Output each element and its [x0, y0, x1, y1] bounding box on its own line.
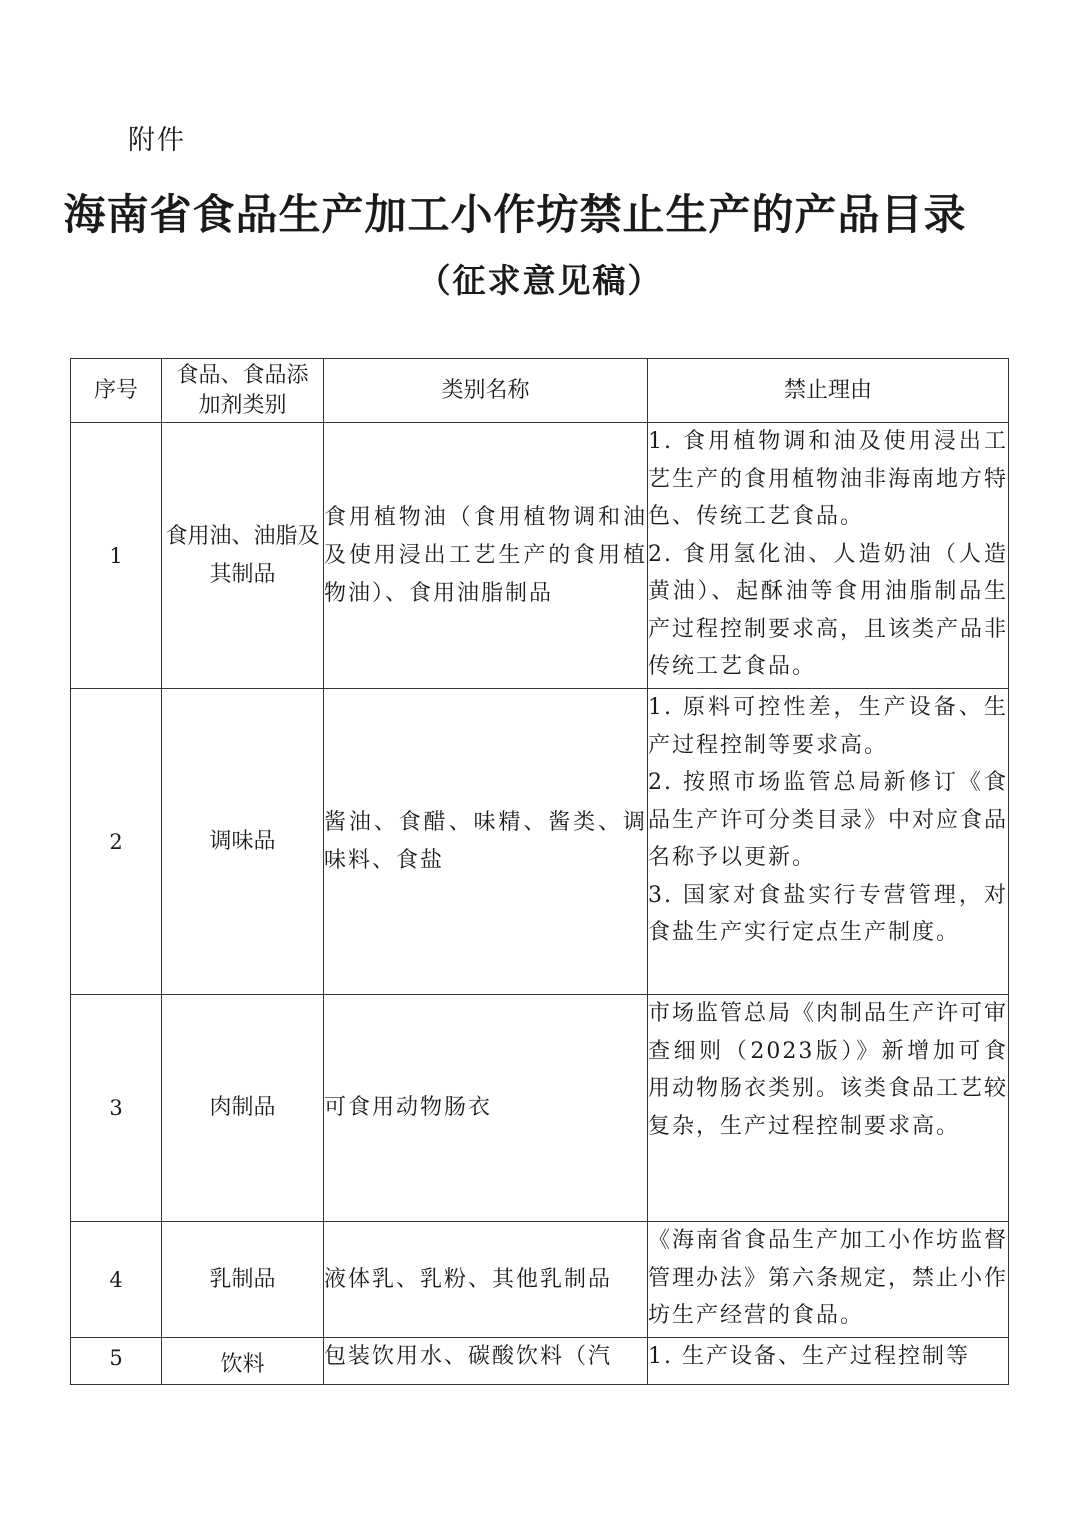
reason-item: 市场监管总局《肉制品生产许可审查细则（2023版）》新增加可食用动物肠衣类别。该类食品工艺较复杂，生产过程控制要求高。: [648, 1001, 1009, 1139]
document-title: 海南省食品生产加工小作坊禁止生产的产品目录: [63, 190, 967, 239]
reason-item: 1. 原料可控性差，生产设备、生产过程控制等要求高。: [648, 695, 1008, 758]
reason-item: 2. 食用氢化油、人造奶油（人造黄油）、起酥油等食用油脂制品生产过程控制要求高，且该类产品非传统工艺食品。: [648, 541, 1009, 679]
row-category: 肉制品: [162, 995, 324, 1222]
row-name: 可食用动物肠衣: [324, 995, 648, 1222]
reason-item: 《海南省食品生产加工小作坊监督管理办法》第六条规定，禁止小作坊生产经营的食品。: [648, 1228, 1009, 1328]
table-row: [71, 1338, 1009, 1385]
row-reason: [648, 689, 1009, 995]
table-row: [71, 423, 1009, 689]
row-no: 1: [71, 423, 162, 689]
row-name: 液体乳、乳粉、其他乳制品: [324, 1222, 648, 1338]
row-no: 3: [71, 995, 162, 1222]
row-name: 食用植物油（食用植物调和油及使用浸出工艺生产的食用植物油）、食用油脂制品: [324, 423, 648, 689]
row-category: 食用油、油脂及其制品: [162, 423, 324, 689]
reason-item: 3. 国家对食盐实行专营管理，对食盐生产实行定点生产制度。: [648, 882, 1008, 945]
row-category: 乳制品: [162, 1222, 324, 1338]
reason-item: 1. 生产设备、生产过程控制等: [648, 1344, 970, 1369]
attachment-label: 附件: [128, 125, 186, 156]
row-no: 5: [71, 1338, 162, 1385]
header-reason: 禁止理由: [648, 359, 1009, 423]
row-no: 4: [71, 1222, 162, 1338]
header-category-line2: 加剂类别: [198, 392, 287, 418]
product-catalog-table: [70, 358, 1009, 1385]
table-row: [71, 1222, 1009, 1338]
row-reason: [648, 995, 1009, 1222]
table-row: [71, 995, 1009, 1222]
row-name: 酱油、食醋、味精、酱类、调味料、食盐: [324, 689, 648, 995]
header-no: 序号: [71, 359, 162, 423]
reason-item: 1. 食用植物调和油及使用浸出工艺生产的食用植物油非海南地方特色、传统工艺食品。: [648, 429, 1009, 529]
row-no: 2: [71, 689, 162, 995]
row-reason: [648, 423, 1009, 689]
header-name: 类别名称: [324, 359, 648, 423]
table-row: [71, 689, 1009, 995]
row-reason: [648, 1222, 1009, 1338]
row-category: 饮料: [162, 1338, 324, 1385]
document-subtitle: （征求意见稿）: [417, 261, 663, 300]
table-header-row: [71, 359, 1009, 423]
row-reason: [648, 1338, 1009, 1385]
row-name: 包装饮用水、碳酸饮料（汽: [324, 1338, 648, 1385]
header-category-line1: 食品、食品添: [176, 362, 309, 388]
reason-item: 2. 按照市场监管总局新修订《食品生产许可分类目录》中对应食品名称予以更新。: [648, 770, 1009, 870]
header-category: [162, 359, 324, 423]
row-category: 调味品: [162, 689, 324, 995]
